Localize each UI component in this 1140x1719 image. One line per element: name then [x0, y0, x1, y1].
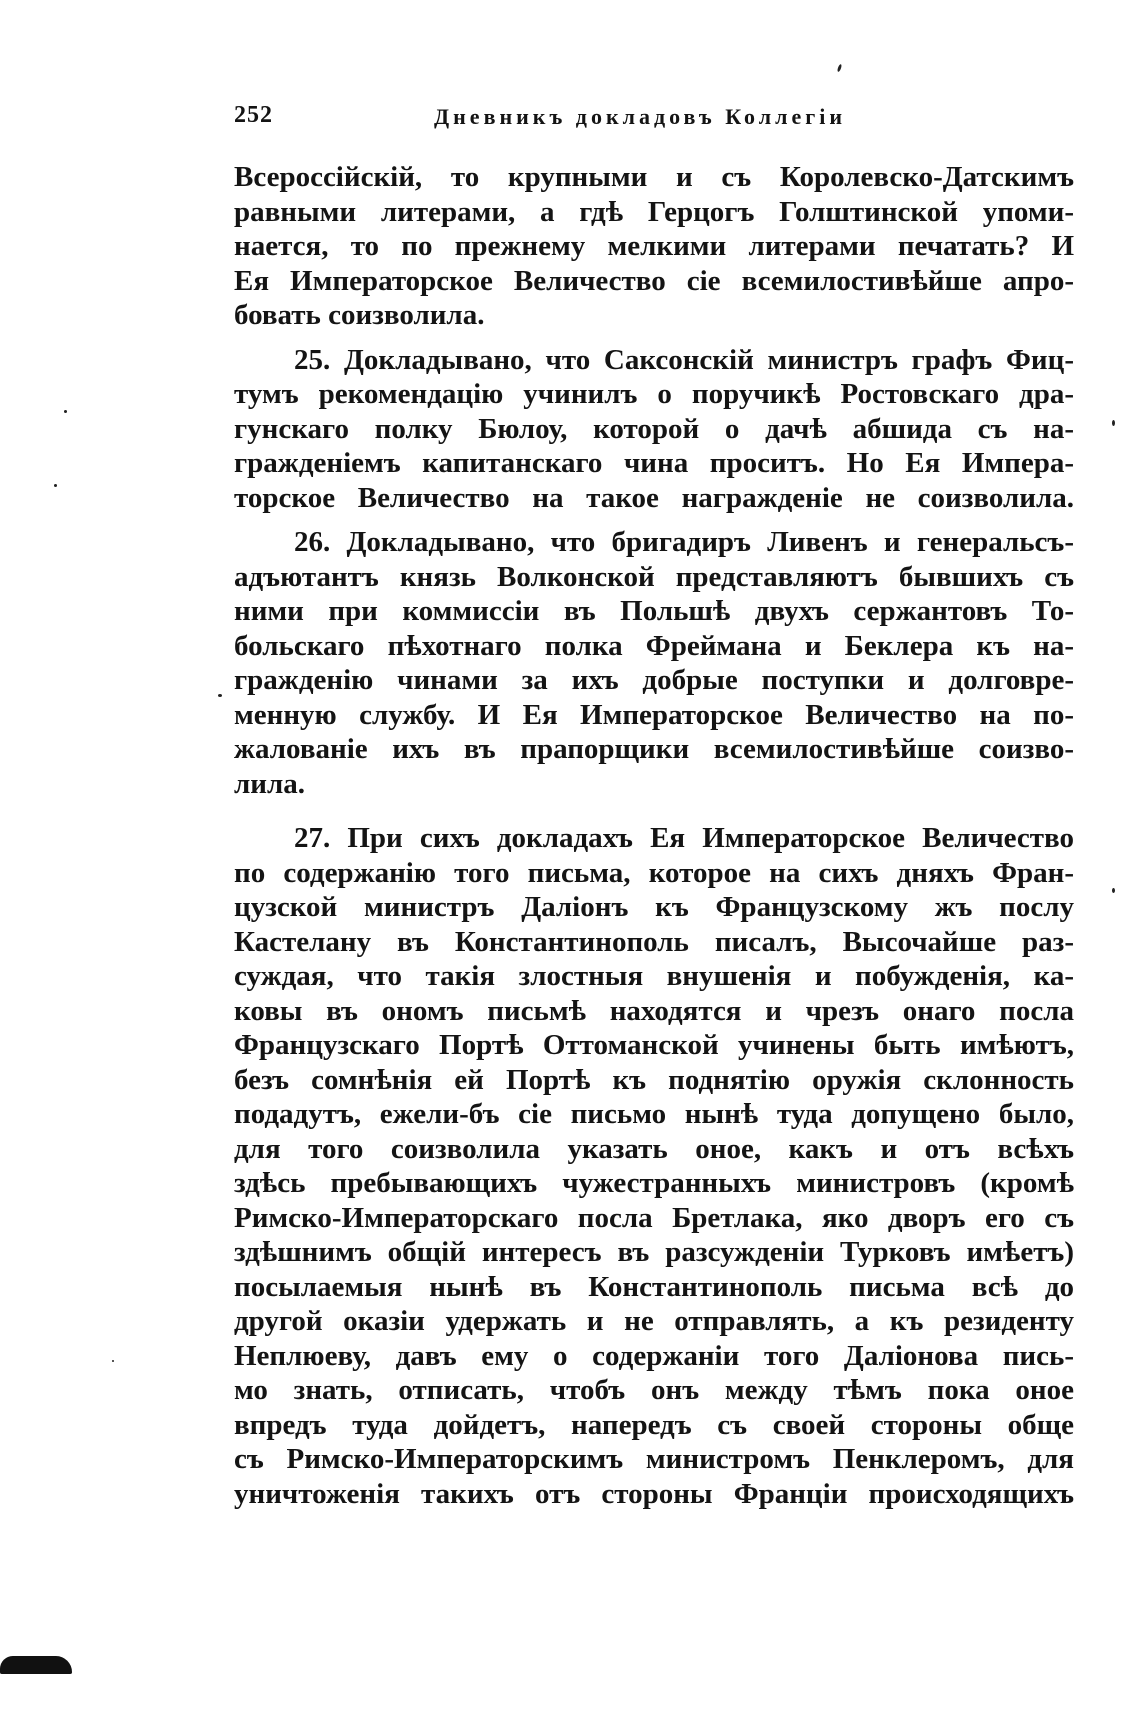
paragraph-26: [234, 525, 1074, 801]
text-line: по содержанію того письма, которое на сихъ дняхъ Фран-: [234, 856, 1074, 889]
text-line: 27. При сихъ докладахъ Ея Императорское Величество: [294, 822, 1074, 854]
text-line: адъютантъ князь Волконской представляютъ бывшихъ съ: [234, 560, 1074, 593]
text-line: Неплюеву, давъ ему о содержаніи того Даліонова пись-: [234, 1339, 1074, 1372]
text-line: 26. Докладывано, что бригадиръ Ливенъ и генеральсъ-: [294, 526, 1074, 558]
text-line: нается, то по прежнему мелкими литерами печатать? И: [234, 230, 1074, 262]
text-line: больскаго пѣхотнаго полка Фреймана и Беклера къ на-: [234, 629, 1074, 662]
text-line: безъ сомнѣнія ей Портѣ къ поднятію оружія склонность: [234, 1063, 1074, 1096]
text-line: суждая, что такія злостныя внушенія и побужденія, ка-: [234, 960, 1074, 992]
text-line: Французскаго Портѣ Оттоманской учинены быть имѣютъ,: [234, 1029, 1074, 1061]
text-line: равными литерами, а гдѣ Герцогъ Голштинской упоми-: [234, 195, 1074, 228]
paragraph-27: [234, 821, 1074, 1511]
text-line: Римско-Императорскаго посла Бретлака, яко дворъ его съ: [234, 1201, 1074, 1234]
text-line: гунскаго полку Бюлоу, которой о дачѣ абшида съ на-: [234, 412, 1074, 445]
text-line: здѣшнимъ общій интересъ въ разсужденіи Турковъ имѣетъ): [234, 1236, 1074, 1268]
text-line: съ Римско-Императорскимъ министромъ Пенклеромъ, для: [234, 1443, 1074, 1475]
text-line: посылаемыя нынѣ въ Константинополь письма всѣ до: [234, 1270, 1074, 1303]
text-line: торское Величество на такое награжденіе не соизволила.: [234, 481, 1074, 514]
scan-speck: [1112, 420, 1115, 426]
text-line: бовать соизволила.: [234, 299, 485, 331]
text-line: менную службу. И Ея Императорское Величество на по-: [234, 698, 1074, 731]
scan-speck: [218, 694, 222, 697]
text-line: другой оказіи удержать и не отправлять, а къ резиденту: [234, 1305, 1074, 1337]
text-line: ковы въ ономъ письмѣ находятся и чрезъ онаго посла: [234, 994, 1074, 1027]
text-line: ними при коммиссіи въ Польшѣ двухъ сержантовъ То-: [234, 595, 1074, 627]
page-header: [234, 102, 1074, 132]
scan-speck: [1112, 888, 1115, 893]
text-line: Ея Императорское Величество сіе всемилостивѣйше апро-: [234, 264, 1074, 297]
scan-speck: [837, 64, 843, 73]
text-line: 25. Докладывано, что Саксонскій министръ графъ Фиц-: [294, 343, 1074, 376]
body-text: [234, 160, 1074, 1511]
scan-speck: [64, 410, 67, 413]
text-line: здѣсь пребывающихъ чужестранныхъ министровъ (кромѣ: [234, 1167, 1074, 1199]
scan-speck: [54, 484, 57, 487]
text-line: лила.: [234, 767, 305, 800]
text-line: Кастелану въ Константинополь писалъ, Высочайше раз-: [234, 925, 1074, 958]
scan-speck: [112, 1360, 114, 1362]
text-line: гражденіемъ капитанскаго чина проситъ. Но Ея Импера-: [234, 447, 1074, 479]
paragraph: [234, 160, 1074, 333]
paragraph-25: [234, 343, 1074, 516]
page-number: 252: [234, 102, 273, 128]
text-line: впредъ туда дойдетъ, напередъ съ своей стороны обще: [234, 1408, 1074, 1441]
text-line: гражденію чинами за ихъ добрые поступки и долговре-: [234, 664, 1074, 696]
text-line: мо знать, отписать, чтобъ онъ между тѣмъ пока оное: [234, 1374, 1074, 1406]
running-title: Дневникъ докладовъ Коллегіи: [434, 104, 846, 129]
text-line: уничтоженія такихъ отъ стороны Франціи происходящихъ: [234, 1477, 1074, 1510]
text-line: для того соизволила указать оное, какъ и отъ всѣхъ: [234, 1132, 1074, 1165]
text-line: жалованіе ихъ въ прапорщики всемилостивѣйше соизво-: [234, 733, 1074, 765]
text-line: тумъ рекомендацію учинилъ о поручикѣ Ростовскаго дра-: [234, 378, 1074, 410]
scan-blot: [0, 1656, 72, 1674]
text-line: цузской министръ Даліонъ къ Французскому жъ послу: [234, 891, 1074, 923]
text-line: Всероссійскій, то крупными и съ Королевско-Датскимъ: [234, 161, 1074, 193]
text-line: подадутъ, ежели-бъ сіе письмо нынѣ туда допущено было,: [234, 1098, 1074, 1130]
